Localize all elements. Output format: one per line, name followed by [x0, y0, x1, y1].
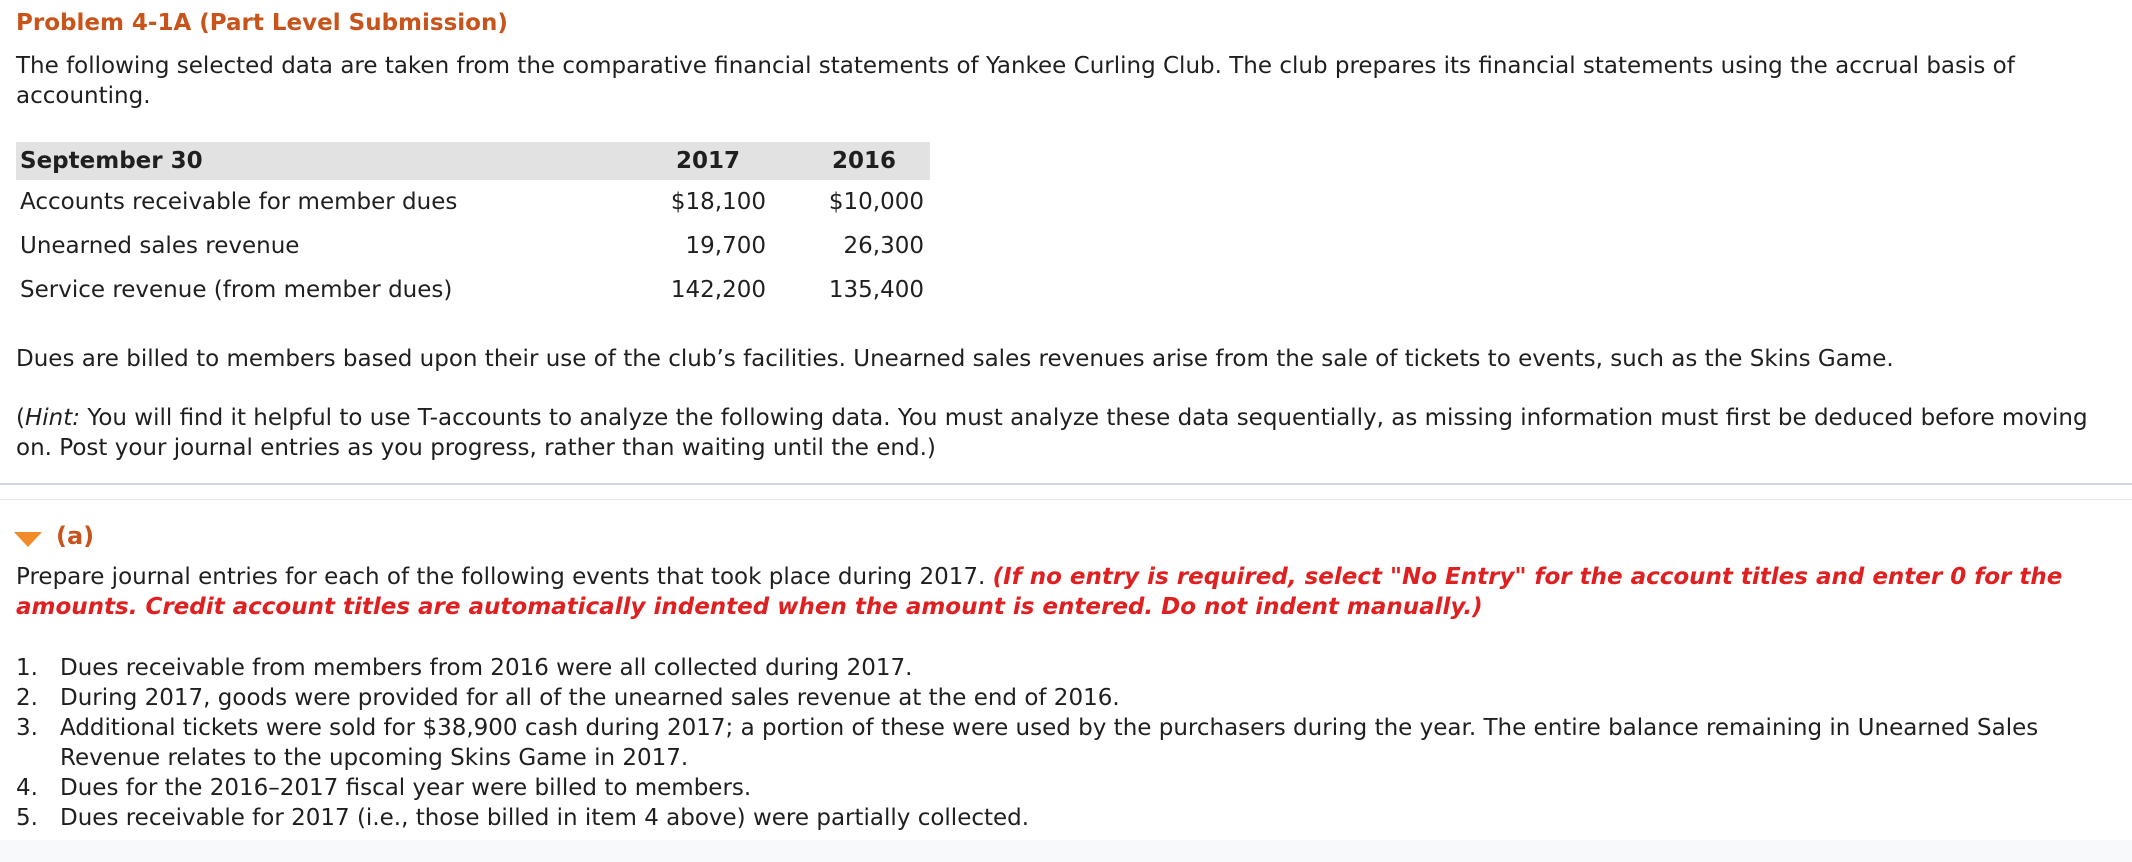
item-text: During 2017, goods were provided for all of the unearned sales revenue at the end of 2016. — [60, 685, 1120, 711]
row-label: Service revenue (from member dues) — [20, 277, 453, 303]
item-text: Dues receivable from members from 2016 were all collected during 2017. — [60, 655, 913, 681]
events-list — [16, 653, 2116, 833]
hint-paragraph — [16, 403, 2116, 463]
row-label: Accounts receivable for member dues — [20, 189, 458, 215]
list-item — [16, 803, 2116, 833]
item-number: 2. — [16, 685, 38, 711]
table-row — [16, 180, 930, 224]
row-value-2017: 142,200 — [670, 277, 766, 303]
row-value-2017: 19,700 — [685, 233, 766, 259]
section-divider — [0, 483, 2132, 485]
part-a-toggle[interactable] — [14, 521, 94, 551]
row-value-2016: 26,300 — [843, 233, 924, 259]
financial-data-table — [16, 142, 930, 312]
problem-title: Problem 4-1A (Part Level Submission) — [16, 10, 508, 36]
row-value-2017: $18,100 — [670, 189, 766, 215]
section-divider-light — [0, 499, 2132, 500]
list-item — [16, 653, 2116, 683]
header-date: September 30 — [16, 142, 650, 180]
item-number: 5. — [16, 805, 38, 831]
table-header-row — [16, 142, 930, 180]
prepare-text: Prepare journal entries for each of the following events that took place during 2017. — [16, 564, 993, 590]
bottom-shade — [0, 840, 2132, 862]
row-label: Unearned sales revenue — [20, 233, 300, 259]
header-2017: 2017 — [650, 142, 766, 180]
list-item — [16, 683, 2116, 713]
item-text: Dues for the 2016–2017 fiscal year were billed to members. — [60, 775, 752, 801]
dues-explanation: Dues are billed to members based upon their use of the club’s facilities. Unearned sales revenues arise from the sale of tickets to events, such as the Skins Game. — [16, 346, 1894, 372]
row-value-2016: 135,400 — [828, 277, 924, 303]
item-text: Dues receivable for 2017 (i.e., those billed in item 4 above) were partially collected. — [60, 805, 1030, 831]
item-number: 3. — [16, 715, 38, 741]
header-2016: 2016 — [766, 142, 930, 180]
item-number: 4. — [16, 775, 38, 801]
item-number: 1. — [16, 655, 38, 681]
intro-text: The following selected data are taken from the comparative financial statements of Yankee Curling Club. The club prepares its financial statements using the accrual basis of accounting. — [16, 53, 2015, 109]
hint-open-paren: ( — [16, 405, 25, 431]
row-value-2016: $10,000 — [828, 189, 924, 215]
part-a-label[interactable]: (a) — [56, 522, 95, 550]
table-row — [16, 268, 930, 312]
list-item — [16, 773, 2116, 803]
hint-text: You will find it helpful to use T-accounts to analyze the following data. You must analyze these data sequentially, as missing information must first be deduced before moving on. Post your journal entries as you progress, rather than waiting until the end.) — [16, 405, 2088, 461]
hint-label: Hint: — [24, 405, 81, 431]
table-row — [16, 224, 930, 268]
entry-instruction: (If no entry is required, select "No Entry" for the account titles and enter 0 for the amounts. Credit account titles are automatically indented when the amount is entered. Do not indent manually.) — [16, 564, 2063, 620]
prepare-instructions — [16, 562, 2126, 622]
item-text: Additional tickets were sold for $38,900 cash during 2017; a portion of these were used by the purchasers during the year. The entire balance remaining in Unearned Sales Revenue relates to the upcoming Skins Game in 2017. — [60, 715, 2039, 771]
list-item — [16, 713, 2116, 773]
caret-down-icon[interactable] — [14, 532, 42, 547]
